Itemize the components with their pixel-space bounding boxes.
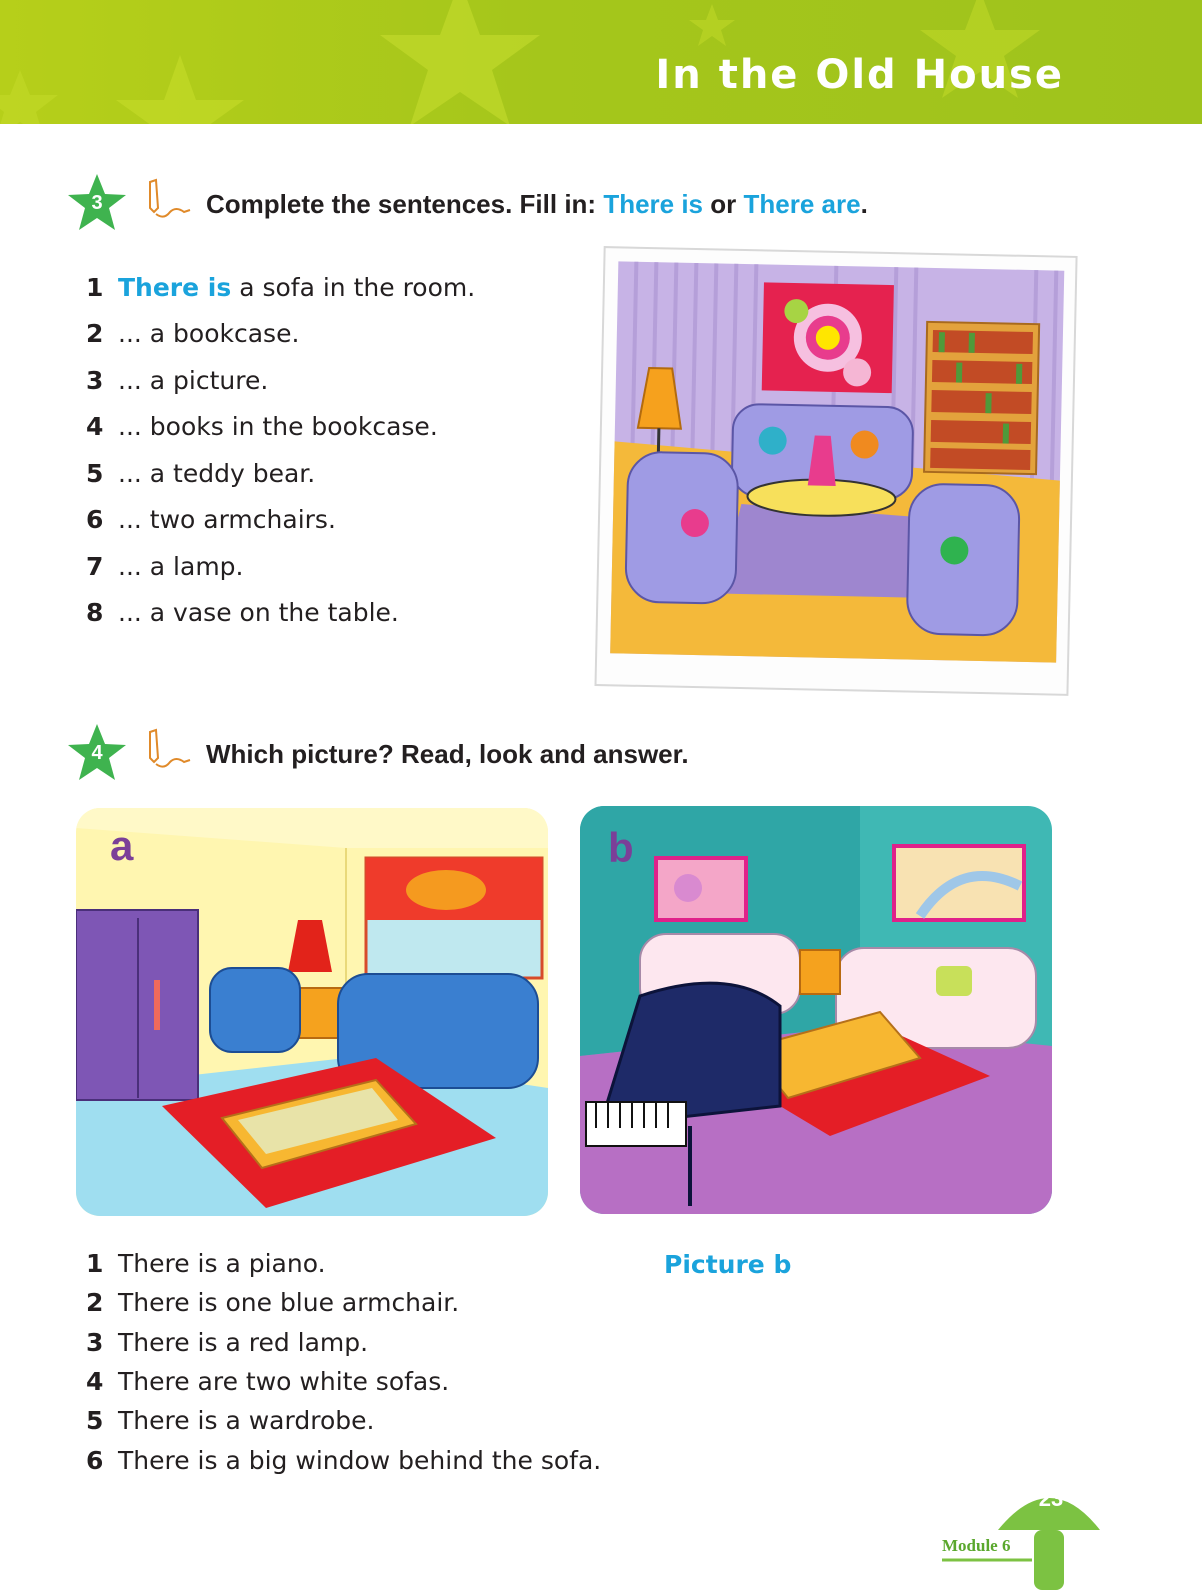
exercise-number: 4 bbox=[91, 742, 103, 764]
sentence-text: ... a vase on the table. bbox=[118, 598, 399, 627]
exercise-4-instruction: Which picture? Read, look and answer. bbox=[206, 739, 689, 769]
sentence-item bbox=[86, 1367, 449, 1396]
sentence-text: There are two white sofas. bbox=[118, 1367, 450, 1396]
item-number: 3 bbox=[86, 1328, 104, 1357]
sentence-text: ... a teddy bear. bbox=[118, 459, 316, 488]
item-number: 7 bbox=[86, 552, 104, 581]
sentence-item bbox=[86, 1446, 601, 1475]
page-number: 23 bbox=[1038, 1486, 1064, 1511]
option-there-is: There is bbox=[603, 189, 704, 219]
page-header bbox=[0, 0, 1202, 124]
instruction-period: . bbox=[860, 189, 868, 219]
sentence-item bbox=[86, 552, 244, 581]
item-number: 3 bbox=[86, 366, 104, 395]
sentence-text: There is a big window behind the sofa. bbox=[118, 1446, 602, 1475]
sentence-item bbox=[86, 1249, 326, 1278]
exercise-3-heading bbox=[66, 172, 1066, 236]
sentence-item bbox=[86, 412, 438, 441]
sentence-item bbox=[86, 459, 315, 488]
sentence-text: ... two armchairs. bbox=[118, 505, 336, 534]
sentence-item bbox=[86, 319, 299, 348]
item-number: 4 bbox=[86, 1367, 104, 1396]
item-number: 5 bbox=[86, 1406, 104, 1435]
pencil-writing-icon bbox=[144, 728, 194, 772]
sentence-item bbox=[86, 366, 268, 395]
item-number: 1 bbox=[86, 273, 104, 302]
pencil-writing-icon bbox=[144, 178, 194, 222]
option-there-are: There are bbox=[743, 189, 861, 219]
instruction-text: Complete the sentences. Fill in: bbox=[206, 189, 604, 219]
sentence-text: ... a bookcase. bbox=[118, 319, 300, 348]
item-number: 6 bbox=[86, 1446, 104, 1475]
sentence-text: There is one blue armchair. bbox=[118, 1288, 460, 1317]
example-answer: There is bbox=[118, 273, 232, 302]
picture-a-illustration bbox=[76, 808, 548, 1216]
item-number: 6 bbox=[86, 505, 104, 534]
sentence-text: ... books in the bookcase. bbox=[118, 412, 438, 441]
living-room-photo bbox=[592, 246, 1084, 700]
item-number: 1 bbox=[86, 1249, 104, 1278]
picture-b-label: b bbox=[608, 824, 634, 871]
example-answer: Picture b bbox=[664, 1250, 792, 1279]
picture-b-illustration bbox=[580, 806, 1052, 1214]
sentence-text: There is a red lamp. bbox=[118, 1328, 369, 1357]
sentence-item bbox=[86, 273, 475, 302]
sentence-text: There is a wardrobe. bbox=[118, 1406, 375, 1435]
picture-b bbox=[580, 806, 1052, 1214]
exercise-number: 3 bbox=[91, 192, 103, 214]
sentence-item bbox=[86, 505, 336, 534]
picture-a-label: a bbox=[110, 822, 134, 869]
sentence-item bbox=[86, 1406, 374, 1435]
item-number: 4 bbox=[86, 412, 104, 441]
page-title: In the Old House bbox=[655, 52, 1064, 98]
item-number: 8 bbox=[86, 598, 104, 627]
item-number: 5 bbox=[86, 459, 104, 488]
sentence-text: There is a piano. bbox=[118, 1249, 326, 1278]
exercise-4-heading bbox=[66, 722, 1066, 786]
item-number: 2 bbox=[86, 1288, 104, 1317]
sentence-text: a sofa in the room. bbox=[231, 273, 476, 302]
sentence-item bbox=[86, 598, 399, 627]
sentence-text: ... a picture. bbox=[118, 366, 269, 395]
sentence-item bbox=[86, 1288, 459, 1317]
exercise-3-instruction bbox=[206, 189, 868, 220]
instruction-or: or bbox=[703, 189, 744, 219]
item-number: 2 bbox=[86, 319, 104, 348]
sentence-text: ... a lamp. bbox=[118, 552, 244, 581]
module-label: Module 6 bbox=[942, 1536, 1011, 1555]
picture-a bbox=[76, 808, 548, 1216]
sentence-item bbox=[86, 1328, 368, 1357]
